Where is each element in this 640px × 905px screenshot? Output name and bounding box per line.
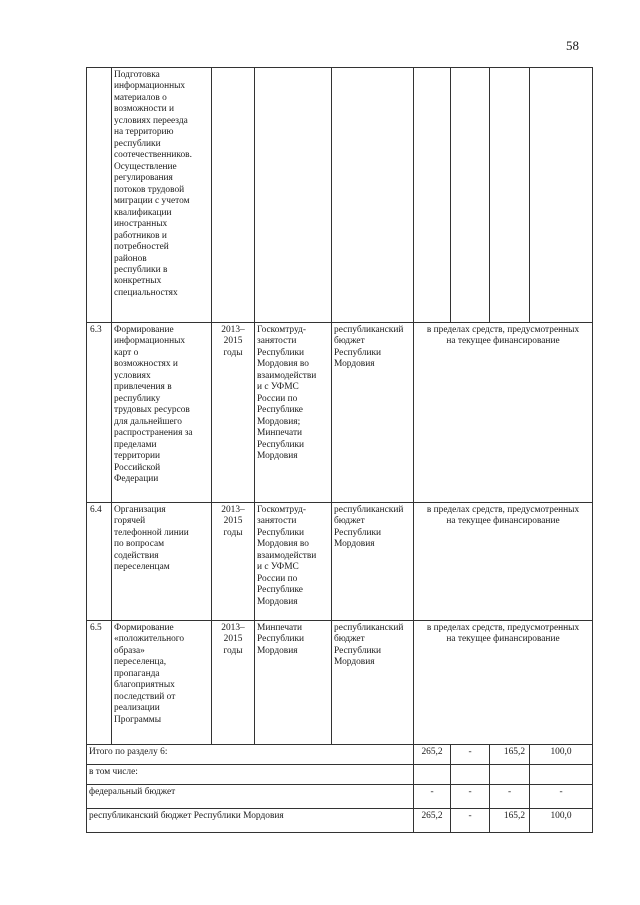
summary-2015: -: [530, 785, 593, 809]
summary-label: в том числе:: [87, 765, 414, 785]
summary-2015: 100,0: [530, 745, 593, 765]
financing-cell: в пределах средств, предусмотренных на текущее финансирование: [414, 323, 593, 503]
table-row: [87, 323, 593, 503]
executor-cell: [255, 68, 332, 323]
summary-total: [414, 765, 451, 785]
financing-cell: в пределах средств, предусмотренных на текущее финансирование: [414, 503, 593, 621]
summary-label: Итого по разделу 6:: [87, 745, 414, 765]
executor-cell: Госкомтруд- занятости Республики Мордовия во взаимодействи и с УФМС России по Республике Мордовия: [255, 503, 332, 621]
summary-2015: 100,0: [530, 809, 593, 833]
summary-row-total: [87, 745, 593, 765]
executor-cell: Минпечати Республики Мордовия: [255, 621, 332, 745]
program-activities-table: [86, 67, 593, 833]
row-number: [87, 68, 112, 323]
summary-label: республиканский бюджет Республики Мордовия: [87, 809, 414, 833]
activity-name: Организация горячей телефонной линии по вопросам содействия переселенцам: [112, 503, 212, 621]
summary-total: 265,2: [414, 745, 451, 765]
summary-2013: -: [451, 785, 490, 809]
year-2013-cell: [451, 68, 490, 323]
activity-name: Формирование «положительного образа» переселенца, пропаганда благоприятных последствий от реализации Программы: [112, 621, 212, 745]
summary-label: федеральный бюджет: [87, 785, 414, 809]
table-row: [87, 503, 593, 621]
period-cell: [212, 68, 255, 323]
year-2014-cell: [490, 68, 530, 323]
table-row: [87, 621, 593, 745]
page-number: 58: [566, 38, 579, 53]
summary-2014: -: [490, 785, 530, 809]
source-cell: республиканский бюджет Республики Мордовия: [332, 621, 414, 745]
summary-2014: 165,2: [490, 745, 530, 765]
summary-2013: -: [451, 809, 490, 833]
summary-total: 265,2: [414, 809, 451, 833]
executor-cell: Госкомтруд- занятости Республики Мордовия во взаимодействи и с УФМС России по Республике Мордовия; Минпечати Республики Мордовия: [255, 323, 332, 503]
source-cell: [332, 68, 414, 323]
year-2015-cell: [530, 68, 593, 323]
row-number: 6.3: [87, 323, 112, 503]
summary-2015: [530, 765, 593, 785]
summary-row-including: [87, 765, 593, 785]
summary-total: -: [414, 785, 451, 809]
table-row: [87, 68, 593, 323]
total-cell: [414, 68, 451, 323]
summary-row-federal: [87, 785, 593, 809]
activity-name: Формирование информационных карт о возможностях и условиях привлечения в республику трудовых ресурсов для дальнейшего распространения за пределами территории Российской Федерации: [112, 323, 212, 503]
row-number: 6.4: [87, 503, 112, 621]
period-cell: 2013– 2015 годы: [212, 323, 255, 503]
period-cell: 2013– 2015 годы: [212, 503, 255, 621]
activity-name: Подготовка информационных материалов о возможности и условиях переезда на территорию республики соотечественников. Осуществление регулирования потоков трудовой миграции с учетом квалификации иностранных работников и потребностей районов республики в конкретных специальностях: [112, 68, 212, 323]
summary-2014: [490, 765, 530, 785]
summary-2014: 165,2: [490, 809, 530, 833]
summary-2013: -: [451, 745, 490, 765]
row-number: 6.5: [87, 621, 112, 745]
source-cell: республиканский бюджет Республики Мордовия: [332, 323, 414, 503]
summary-row-republican: [87, 809, 593, 833]
summary-2013: [451, 765, 490, 785]
financing-cell: в пределах средств, предусмотренных на текущее финансирование: [414, 621, 593, 745]
source-cell: республиканский бюджет Республики Мордовия: [332, 503, 414, 621]
period-cell: 2013– 2015 годы: [212, 621, 255, 745]
